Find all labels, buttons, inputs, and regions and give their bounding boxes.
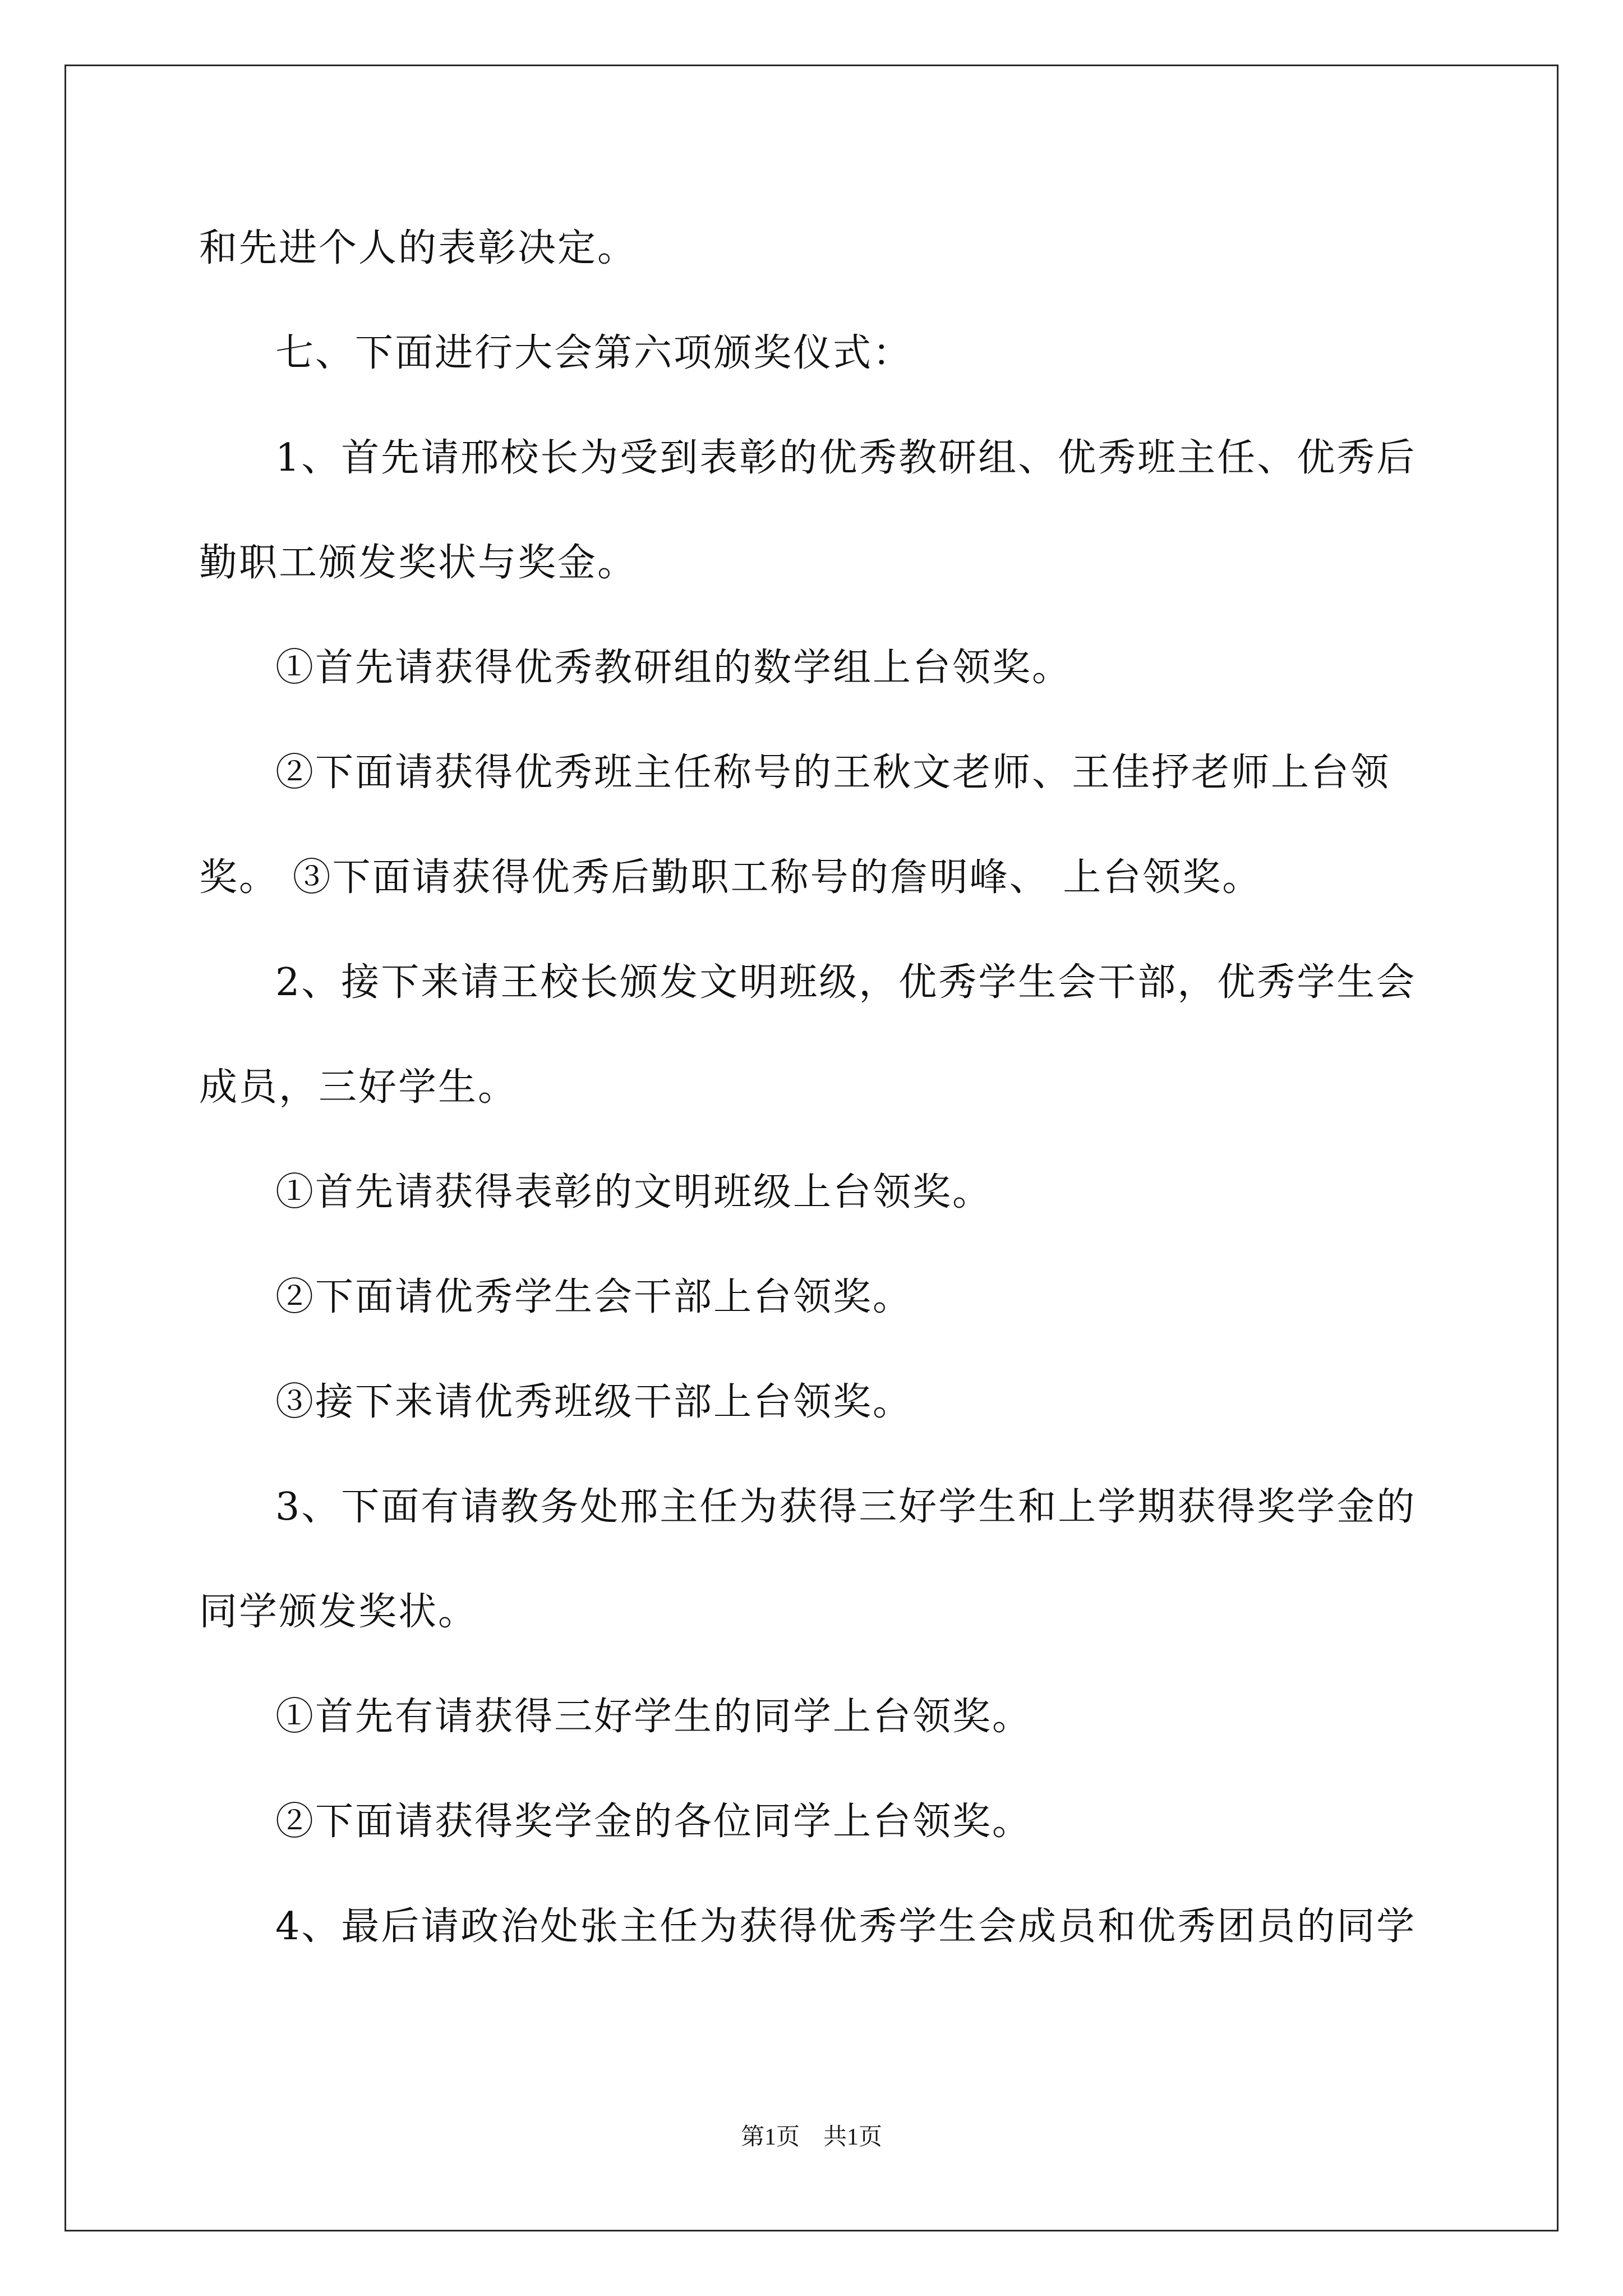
section-heading: 七、下面进行大会第六项颁奖仪式： <box>275 331 913 375</box>
page-number-footer: 第1页 共1页 <box>740 2124 882 2150</box>
paragraph-line: ③接下来请优秀班级干部上台领奖。 <box>275 1380 913 1424</box>
paragraph-line: 4、最后请政治处张主任为获得优秀学生会成员和优秀团员的同学 <box>275 1904 1417 1949</box>
paragraph-line: 同学颁发奖状。 <box>199 1590 478 1634</box>
paragraph-line: 成员，三好学生。 <box>199 1065 518 1110</box>
paragraph-line: ②下面请优秀学生会干部上台领奖。 <box>275 1275 913 1319</box>
paragraph-line: ①首先请获得优秀教研组的数学组上台领奖。 <box>275 646 1072 690</box>
paragraph-line: 和先进个人的表彰决定。 <box>199 226 638 270</box>
paragraph-line: 1、首先请邢校长为受到表彰的优秀教研组、优秀班主任、优秀后 <box>275 436 1417 480</box>
paragraph-line: 2、接下来请王校长颁发文明班级，优秀学生会干部，优秀学生会 <box>275 960 1417 1005</box>
paragraph-line: ②下面请获得优秀班主任称号的王秋文老师、王佳抒老师上台领 <box>275 751 1391 795</box>
paragraph-line: 奖。 ③下面请获得优秀后勤职工称号的詹明峰、 上台领奖。 <box>199 855 1262 900</box>
paragraph-line: ①首先请获得表彰的文明班级上台领奖。 <box>275 1170 993 1214</box>
paragraph-line: ①首先有请获得三好学生的同学上台领奖。 <box>275 1695 1032 1739</box>
paragraph-line: 3、下面有请教务处邢主任为获得三好学生和上学期获得奖学金的 <box>275 1485 1417 1529</box>
paragraph-line: ②下面请获得奖学金的各位同学上台领奖。 <box>275 1800 1032 1844</box>
paragraph-line: 勤职工颁发奖状与奖金。 <box>199 541 638 585</box>
